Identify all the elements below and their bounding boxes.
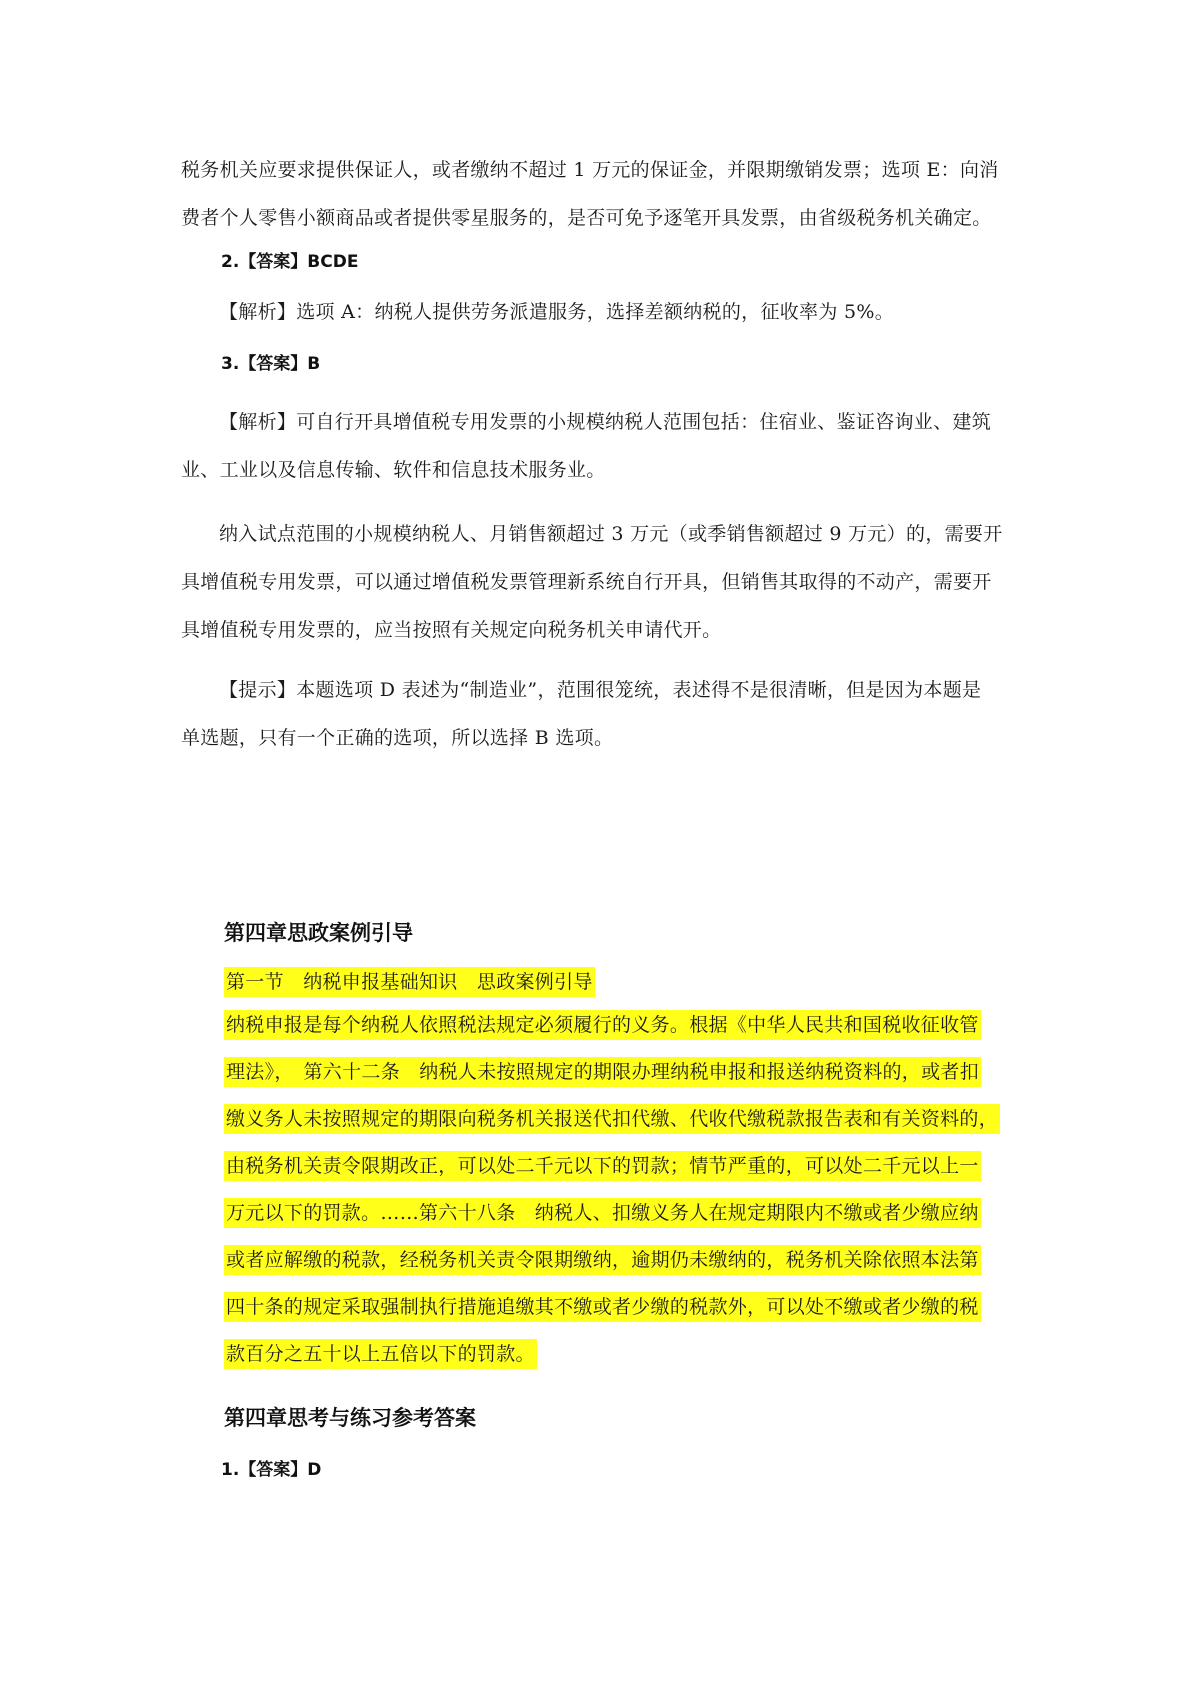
chapter-heading-answers: 第四章思考与练习参考答案 <box>224 1406 476 1430</box>
case-line: 四十条的规定采取强制执行措施追缴其不缴或者少缴的税款外，可以处不缴或者少缴的税 <box>224 1284 1014 1331</box>
analysis-2 <box>181 288 1011 336</box>
pilot-paragraph <box>181 510 1011 654</box>
paragraph-line: 业、工业以及信息传输、软件和信息技术服务业。 <box>181 459 606 481</box>
paragraph-line: 单选题，只有一个正确的选项，所以选择 B 选项。 <box>181 727 614 749</box>
case-line: 理法》， 第六十二条 纳税人未按照规定的期限办理纳税申报和报送纳税资料的，或者扣 <box>224 1049 1014 1096</box>
case-line: 或者应解缴的税款，经税务机关责令限期缴纳，逾期仍未缴纳的，税务机关除依照本法第 <box>224 1237 1014 1284</box>
tip-paragraph <box>181 666 1011 762</box>
chapter-heading-case: 第四章思政案例引导 <box>224 921 413 945</box>
section-title: 第一节 纳税申报基础知识 思政案例引导 <box>224 967 595 997</box>
paragraph-line: 纳入试点范围的小规模纳税人、月销售额超过 3 万元（或季销售额超过 9 万元）的，需要开 <box>219 523 1003 545</box>
case-line: 缴义务人未按照规定的期限向税务机关报送代扣代缴、代收代缴税款报告表和有关资料的， <box>224 1096 1014 1143</box>
case-line: 款百分之五十以上五倍以下的罚款。 <box>224 1331 1014 1378</box>
analysis-3 <box>181 398 1011 494</box>
paragraph-line: 【解析】可自行开具增值税专用发票的小规模纳税人范围包括：住宿业、鉴证咨询业、建筑 <box>219 411 992 433</box>
paragraph-line: 【解析】选项 A：纳税人提供劳务派遣服务，选择差额纳税的，征收率为 5%。 <box>219 301 895 323</box>
paragraph-line: 税务机关应要求提供保证人，或者缴纳不超过 1 万元的保证金，并限期缴销发票；选项 E：向消 <box>181 159 999 181</box>
answer-2-heading: 2.【答案】BCDE <box>221 252 359 272</box>
answer-3-heading: 3.【答案】B <box>221 354 321 374</box>
answer-1-heading: 1.【答案】D <box>221 1460 322 1480</box>
section-title-line <box>224 962 1014 1002</box>
case-line: 由税务机关责令限期改正，可以处二千元以下的罚款；情节严重的，可以处二千元以上一 <box>224 1143 1014 1190</box>
paragraph-line: 具增值税专用发票的，应当按照有关规定向税务机关申请代开。 <box>181 619 722 641</box>
paragraph-line: 费者个人零售小额商品或者提供零星服务的，是否可免予逐笔开具发票，由省级税务机关确定。 <box>181 207 992 229</box>
paragraph-line: 【提示】本题选项 D 表述为“制造业”，范围很笼统，表述得不是很清晰，但是因为本题是 <box>219 679 982 701</box>
paragraph-line: 具增值税专用发票，可以通过增值税发票管理新系统自行开具，但销售其取得的不动产，需要开 <box>181 571 992 593</box>
case-line: 万元以下的罚款。……第六十八条 纳税人、扣缴义务人在规定期限内不缴或者少缴应纳 <box>224 1190 1014 1237</box>
top-paragraph <box>181 146 1011 242</box>
case-section <box>224 962 1014 1378</box>
case-line: 纳税申报是每个纳税人依照税法规定必须履行的义务。根据《中华人民共和国税收征收管 <box>224 1002 1014 1049</box>
